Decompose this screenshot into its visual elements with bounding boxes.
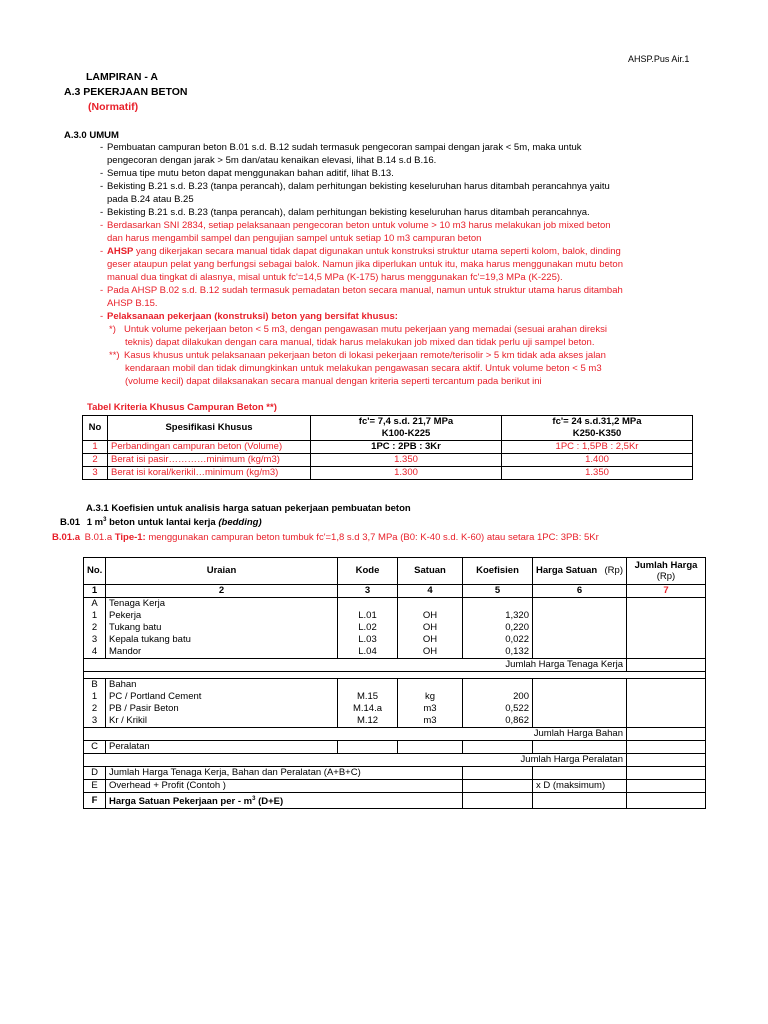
row-spec: Berat isi koral/kerikil…minimum (kg/m3) <box>108 467 311 480</box>
umum-text: dan harus mengambil sampel dan pengujian sampel untuk setiap 10 m3 campuran beton <box>107 233 482 244</box>
item-kode: M.15 <box>338 691 398 703</box>
kriteria-row <box>83 467 693 480</box>
cell <box>533 622 627 634</box>
item-no: 2 <box>84 622 106 634</box>
cell <box>533 741 627 754</box>
group-total-label: Jumlah Harga Peralatan <box>84 754 627 767</box>
cell <box>398 741 463 754</box>
cell <box>533 703 627 715</box>
item-koefisien: 0,132 <box>463 646 533 659</box>
item-row <box>84 691 706 703</box>
group-letter: F <box>84 793 106 809</box>
item-no: 4 <box>84 646 106 659</box>
b01a-prefix: B.01.a <box>84 532 115 543</box>
column-number: 2 <box>106 585 338 598</box>
item-satuan: OH <box>398 646 463 659</box>
header-no: No. <box>84 558 106 585</box>
column-number-row <box>84 585 706 598</box>
spacer-row <box>84 672 706 679</box>
cell <box>627 741 706 754</box>
item-no: 1 <box>84 610 106 622</box>
cell <box>463 780 533 793</box>
cell <box>627 659 706 672</box>
cell <box>398 598 463 611</box>
umum-line <box>107 271 563 284</box>
bullet: - <box>100 220 104 231</box>
final-row <box>84 793 706 809</box>
lampiran-title: LAMPIRAN - A <box>86 71 158 83</box>
kriteria-row <box>83 441 693 454</box>
umum-line <box>107 310 398 323</box>
item-kode: L.02 <box>338 622 398 634</box>
group-label: Tenaga Kerja <box>106 598 338 611</box>
kriteria-table <box>82 415 693 480</box>
cell <box>627 703 706 715</box>
cell <box>627 679 706 692</box>
cell <box>533 767 627 780</box>
cell <box>533 691 627 703</box>
bullet: - <box>100 246 104 257</box>
item-koefisien: 0,220 <box>463 622 533 634</box>
group-label: Jumlah Harga Tenaga Kerja, Bahan dan Peralatan (A+B+C) <box>106 767 463 780</box>
note-line: Untuk volume pekerjaan beton < 5 m3, dengan pengawasan mutu pekerjaan yang memadai (sesuai arahan direksi <box>124 324 607 335</box>
item-kode: M.12 <box>338 715 398 728</box>
cell <box>533 793 627 809</box>
item-row <box>84 703 706 715</box>
note-mark: *) <box>109 324 116 335</box>
column-number: 1 <box>84 585 106 598</box>
group-letter: E <box>84 780 106 793</box>
row-value-k250: 1.350 <box>502 467 693 480</box>
umum-line <box>107 167 394 180</box>
cell <box>533 679 627 692</box>
umum-text: Pada AHSP B.02 s.d. B.12 sudah termasuk pemadatan beton secara manual, namun untuk struktur utama harus ditambah <box>107 285 623 296</box>
group-header-row <box>84 741 706 754</box>
header-kode: Kode <box>338 558 398 585</box>
item-no: 2 <box>84 703 106 715</box>
group-total-row <box>84 659 706 672</box>
header-harga-satuan: Harga Satuan (Rp) <box>533 558 627 585</box>
umum-line <box>107 141 582 154</box>
header-no: No <box>83 416 108 441</box>
column-number: 6 <box>533 585 627 598</box>
group-label: Overhead + Profit (Contoh ) <box>106 780 463 793</box>
item-satuan: OH <box>398 610 463 622</box>
header-uraian: Uraian <box>106 558 338 585</box>
group-letter: B <box>84 679 106 692</box>
b01-heading <box>60 517 262 528</box>
umum-line <box>107 154 436 167</box>
section-title: A.3 PEKERJAAN BETON <box>64 86 188 98</box>
umum-text: Pelaksanaan pekerjaan (konstruksi) beton yang bersifat khusus: <box>107 311 398 322</box>
cell <box>627 610 706 622</box>
header-koefisien: Koefisien <box>463 558 533 585</box>
item-uraian: Pekerja <box>106 610 338 622</box>
umum-text: Berdasarkan SNI 2834, setiap pelaksanaan pengecoran beton untuk volume > 10 m3 harus melakukan job mixed beton <box>107 220 611 231</box>
cell <box>84 672 706 679</box>
cell <box>338 741 398 754</box>
item-satuan: m3 <box>398 703 463 715</box>
item-kode: L.03 <box>338 634 398 646</box>
row-no: 1 <box>83 441 108 454</box>
item-satuan: OH <box>398 622 463 634</box>
umum-text: Bekisting B.21 s.d. B.23 (tanpa perancah), dalam perhitungan bekisting keseluruhan harus ditambah perancahnya yaitu <box>107 181 610 192</box>
cell <box>627 715 706 728</box>
umum-text: Pembuatan campuran beton B.01 s.d. B.12 sudah termasuk pengecoran sampai dengan jarak < 5m, maka untuk <box>107 142 582 153</box>
umum-line <box>107 206 590 219</box>
a31-title: A.3.1 Koefisien untuk analisis harga satuan pekerjaan pembuatan beton <box>86 503 411 514</box>
item-no: 3 <box>84 715 106 728</box>
umum-text: pengecoran dengan jarak > 5m dan/atau kenaikan elevasi, lihat B.14 s.d B.16. <box>107 155 437 166</box>
page-reference: AHSP.Pus Air.1 <box>628 54 690 64</box>
umum-line <box>107 232 481 245</box>
row-value-k250: 1.400 <box>502 454 693 467</box>
item-row <box>84 610 706 622</box>
item-uraian: Mandor <box>106 646 338 659</box>
cell <box>627 646 706 659</box>
header-k100-grade: K100-K225 <box>311 428 502 441</box>
group-label: Bahan <box>106 679 338 692</box>
cell <box>627 754 706 767</box>
header-k250: fc'= 24 s.d.31,2 MPa <box>502 416 693 429</box>
item-uraian: Tukang batu <box>106 622 338 634</box>
row-spec: Perbandingan campuran beton (Volume) <box>108 441 311 454</box>
item-kode: M.14.a <box>338 703 398 715</box>
note-line: teknis) dapat dilakukan dengan cara manual, tidak harus melakukan job mixed dan tidak perlu uji sampel beton. <box>125 337 595 348</box>
header-k100: fc'= 7,4 s.d. 21,7 MPa <box>311 416 502 429</box>
row-value-k100: 1.300 <box>311 467 502 480</box>
b01a-tipe: Tipe-1: <box>114 532 146 543</box>
group-label <box>106 793 463 809</box>
bold-prefix: AHSP <box>107 246 134 257</box>
b01-text: 1 $m^3$ beton untuk lantai kerja (bedding) <box>86 517 262 529</box>
item-satuan: OH <box>398 634 463 646</box>
umum-line <box>107 219 611 232</box>
bullet: - <box>100 285 104 296</box>
normatif-label: (Normatif) <box>88 101 139 113</box>
b01a-heading <box>52 532 599 543</box>
overhead-note: x D (maksimum) <box>533 780 627 793</box>
column-number: 4 <box>398 585 463 598</box>
note-line: Kasus khusus untuk pelaksanaan pekerjaan beton di lokasi pekerjaan remote/terisolir > 5 km tidak ada akses jalan <box>124 350 606 361</box>
item-row <box>84 634 706 646</box>
umum-line <box>107 297 158 310</box>
bullet: - <box>100 207 104 218</box>
cell <box>463 767 533 780</box>
group-letter: A <box>84 598 106 611</box>
item-koefisien: 200 <box>463 691 533 703</box>
item-uraian: Kr / Krikil <box>106 715 338 728</box>
umum-text: yang dikerjakan secara manual tidak dapat digunakan untuk konstruksi struktur utama seperti kolom, balok, dinding <box>133 246 621 257</box>
header-satuan: Satuan <box>398 558 463 585</box>
row-spec: Berat isi pasir…………minimum (kg/m3) <box>108 454 311 467</box>
item-row <box>84 646 706 659</box>
group-letter: C <box>84 741 106 754</box>
item-koefisien: 1,320 <box>463 610 533 622</box>
umum-text: pada B.24 atau B.25 <box>107 194 194 205</box>
note-mark: **) <box>109 350 120 361</box>
column-number: 5 <box>463 585 533 598</box>
summary-row <box>84 780 706 793</box>
cell <box>398 679 463 692</box>
cell <box>338 679 398 692</box>
umum-line <box>107 245 621 258</box>
b01a-text: menggunakan campuran beton tumbuk fc'=1,8 s.d 3,7 MPa (B0: K-40 s.d. K-60) atau setara 1PC: 3PB: 5Kr <box>145 532 599 543</box>
cell <box>627 728 706 741</box>
item-no: 3 <box>84 634 106 646</box>
item-koefisien: 0,862 <box>463 715 533 728</box>
cell <box>463 741 533 754</box>
note-line: (volume kecil) dapat dilaksanakan secara manual dengan kriteria seperti tercantum pada berikut ini <box>125 376 542 387</box>
note-line: kendaraan mobil dan tidak dimungkinkan untuk melakukan pengawasan secara aktif. Untuk volume beton < 5 m3 <box>125 363 602 374</box>
cell <box>533 610 627 622</box>
umum-title: A.3.0 UMUM <box>64 130 119 141</box>
group-total-row <box>84 728 706 741</box>
row-value-k250: 1PC : 1,5PB : 2,5Kr <box>502 441 693 454</box>
item-satuan: m3 <box>398 715 463 728</box>
item-kode: L.04 <box>338 646 398 659</box>
cell <box>533 646 627 659</box>
group-letter: D <box>84 767 106 780</box>
item-uraian: Kepala tukang batu <box>106 634 338 646</box>
group-header-row <box>84 679 706 692</box>
b01-code: B.01 <box>60 517 81 529</box>
group-total-label: Jumlah Harga Bahan <box>84 728 627 741</box>
item-uraian: PB / Pasir Beton <box>106 703 338 715</box>
header-spec: Spesifikasi Khusus <box>108 416 311 441</box>
kriteria-table-title: Tabel Kriteria Khusus Campuran Beton **) <box>87 402 277 413</box>
cell <box>627 598 706 611</box>
row-no: 2 <box>83 454 108 467</box>
item-satuan: kg <box>398 691 463 703</box>
b01a-code: B.01.a <box>52 532 80 543</box>
item-no: 1 <box>84 691 106 703</box>
cell <box>627 634 706 646</box>
group-total-label: Jumlah Harga Tenaga Kerja <box>84 659 627 672</box>
column-number: 7 <box>627 585 706 598</box>
header-jumlah-harga: Jumlah Harga (Rp) <box>627 558 706 585</box>
group-header-row <box>84 598 706 611</box>
cell <box>533 598 627 611</box>
cell <box>463 598 533 611</box>
bullet: - <box>100 311 104 322</box>
bullet: - <box>100 168 104 179</box>
item-row <box>84 622 706 634</box>
item-uraian: PC / Portland Cement <box>106 691 338 703</box>
group-label: Peralatan <box>106 741 338 754</box>
umum-line <box>107 193 194 206</box>
row-value-k100: 1PC : 2PB : 3Kr <box>311 441 502 454</box>
kriteria-row <box>83 454 693 467</box>
column-number: 3 <box>338 585 398 598</box>
umum-text: manual dua tingkat di alasnya, misal untuk fc'=14,5 MPa (K-175) harus menggunakan fc'=19,3 MPa (K-225). <box>107 272 563 283</box>
umum-line <box>107 258 623 271</box>
umum-text: Bekisting B.21 s.d. B.23 (tanpa perancah), dalam perhitungan bekisting keseluruhan harus ditambah perancahnya. <box>107 207 590 218</box>
umum-text: Semua tipe mutu beton dapat menggunakan bahan aditif, lihat B.13. <box>107 168 394 179</box>
summary-row <box>84 767 706 780</box>
cell <box>627 622 706 634</box>
cell <box>627 793 706 809</box>
item-koefisien: 0,522 <box>463 703 533 715</box>
header-k250-grade: K250-K350 <box>502 428 693 441</box>
ahsp-table <box>83 557 706 809</box>
total-label: Harga Satuan Pekerjaan per - $m^3$ (D+E) <box>109 796 284 808</box>
row-no: 3 <box>83 467 108 480</box>
row-value-k100: 1.350 <box>311 454 502 467</box>
item-kode: L.01 <box>338 610 398 622</box>
bullet: - <box>100 142 104 153</box>
cell <box>463 679 533 692</box>
cell <box>533 715 627 728</box>
group-total-row <box>84 754 706 767</box>
cell <box>533 634 627 646</box>
bullet: - <box>100 181 104 192</box>
cell <box>338 598 398 611</box>
umum-text: geser ataupun pelat yang berfungsi sebagai balok. Namun jika diperlukan untuk itu, maka harus menggunakan mutu beton <box>107 259 623 270</box>
cell <box>627 691 706 703</box>
umum-line <box>107 180 610 193</box>
item-koefisien: 0,022 <box>463 634 533 646</box>
cell <box>627 767 706 780</box>
item-row <box>84 715 706 728</box>
umum-line <box>107 284 623 297</box>
cell <box>627 780 706 793</box>
cell <box>463 793 533 809</box>
umum-text: AHSP B.15. <box>107 298 158 309</box>
